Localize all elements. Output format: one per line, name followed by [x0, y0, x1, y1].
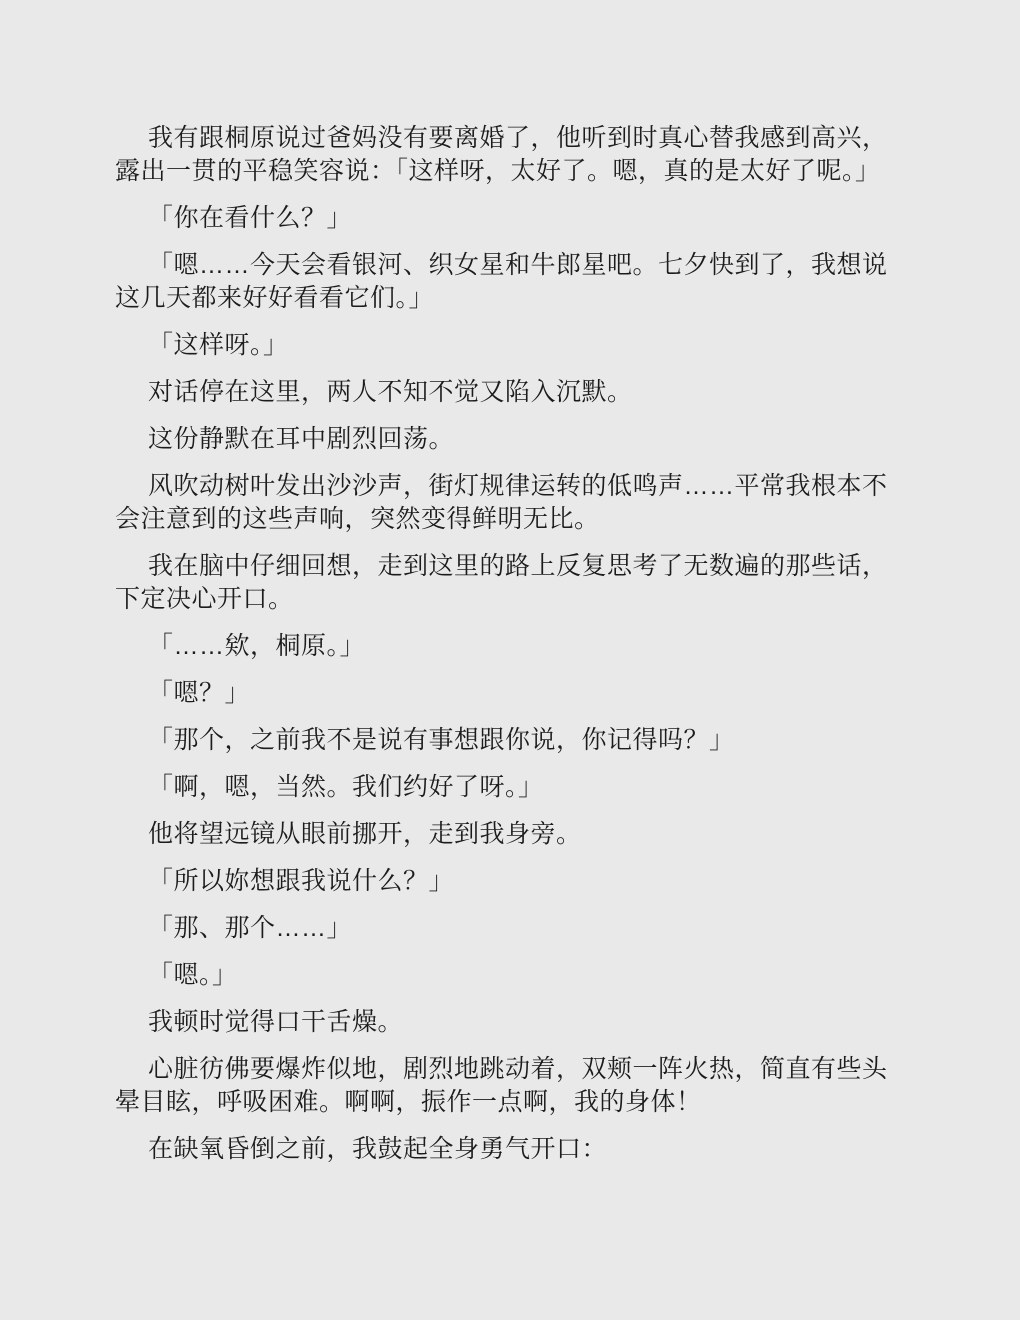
- paragraph: 在缺氧昏倒之前，我鼓起全身勇气开口：: [148, 1135, 608, 1163]
- paragraph: 「嗯？」: [148, 679, 251, 707]
- paragraph: 「这样呀。」: [148, 331, 289, 359]
- paragraph: 「嗯……今天会看银河、织女星和牛郎星吧。七夕快到了，我想说这几天都来好好看看它们。」: [115, 251, 888, 312]
- paragraph: 风吹动树叶发出沙沙声，街灯规律运转的低鸣声……平常我根本不会注意到的这些声响，突然变得鲜明无比。: [115, 472, 888, 533]
- paragraph: 对话停在这里，两人不知不觉又陷入沉默。: [148, 378, 633, 406]
- paragraph: 「所以妳想跟我说什么？」: [148, 867, 455, 895]
- paragraph: 「啊，嗯，当然。我们约好了呀。」: [148, 773, 544, 801]
- paragraph: 我在脑中仔细回想，走到这里的路上反复思考了无数遍的那些话，下定决心开口。: [115, 552, 888, 613]
- paragraph: 这份静默在耳中剧烈回荡。: [148, 425, 455, 453]
- paragraph: 他将望远镜从眼前挪开，走到我身旁。: [148, 820, 582, 848]
- paragraph: 我有跟桐原说过爸妈没有要离婚了，他听到时真心替我感到高兴，露出一贯的平稳笑容说：「这样呀，太好了。嗯，真的是太好了呢。」: [115, 124, 888, 185]
- paragraph: 心脏彷佛要爆炸似地，剧烈地跳动着，双颊一阵火热，简直有些头晕目眩，呼吸困难。啊啊，振作一点啊，我的身体！: [115, 1055, 888, 1116]
- paragraph: 「那、那个……」: [148, 914, 353, 942]
- text-content: [115, 122, 907, 1166]
- paragraph: 「……欸，桐原。」: [148, 632, 366, 660]
- paragraph: 「你在看什么？」: [148, 204, 353, 232]
- paragraph: 「嗯。」: [148, 961, 238, 989]
- paragraph: 「那个，之前我不是说有事想跟你说，你记得吗？」: [148, 726, 735, 754]
- paragraph: 我顿时觉得口干舌燥。: [148, 1008, 404, 1036]
